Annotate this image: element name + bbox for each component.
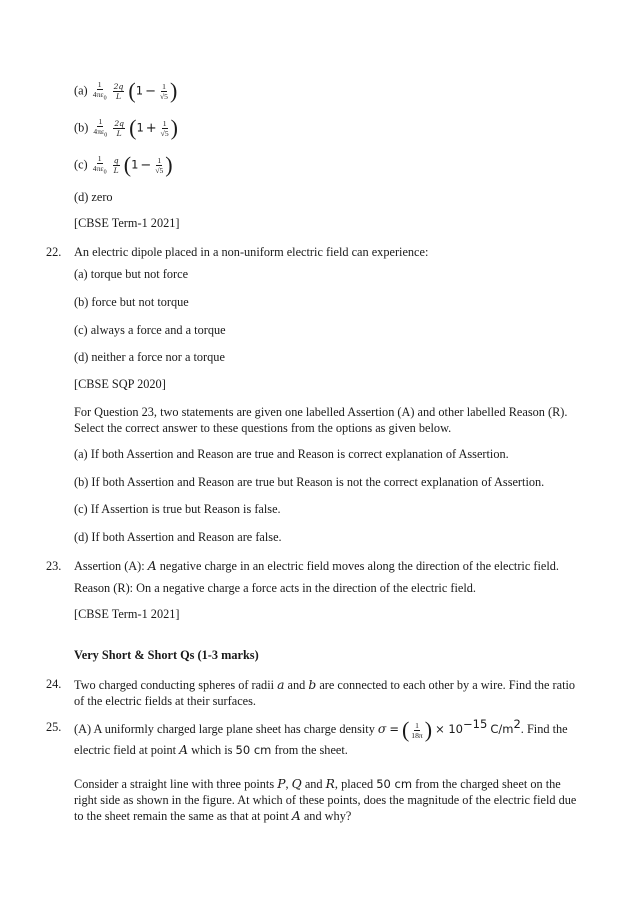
ar-option-a[interactable]: (a) If both Assertion and Reason are true and Reason is correct explanation of Assertion. [74,447,509,461]
q21-option-b[interactable]: (b) $\frac{1}{4\pi\varepsilon_0}$ $\frac{2q}{L}$ (1 + $\frac{1}{√5}$ ) [74,115,178,141]
q24-number: 24. [46,677,62,691]
q25-paragraph-2: Consider a straight line with three points P, Q and R, placed 50 cm from the charged sheet on the right side as shown in the figure. At which of these points, does the magnitude of the electric field due to the sheet remain the same as that at point A and why? [74,777,577,823]
q22-option-b[interactable]: (b) force but not torque [74,295,189,309]
assertion-reason-instructions: For Question 23, two statements are given one labelled Assertion (A) and other labelled Reason (R). Select the correct answer to these questions from the options as given below. [74,405,568,435]
fraction: $\frac{1}{4\pi\varepsilon_0}$ [92,80,107,102]
q25-number: 25. [46,720,62,734]
fraction: $\frac{2q}{L}$ [113,82,124,102]
q25-line-1: (A) A uniformly charged large plane sheet has charge density σ = ( $\frac{1}{18\pi}$ ) × 10−15 C/m2. Find the [74,716,568,742]
q22-source: [CBSE SQP 2020] [74,377,166,391]
ar-option-c[interactable]: (c) If Assertion is true but Reason is false. [74,502,281,516]
q23-source: [CBSE Term-1 2021] [74,607,180,621]
fraction: $\frac{1}{√5}$ [160,119,169,139]
fraction: $\frac{1}{√5}$ [159,82,168,102]
fraction: $\frac{1}{√5}$ [155,156,164,176]
q22-option-c[interactable]: (c) always a force and a torque [74,323,226,337]
ar-option-b[interactable]: (b) If both Assertion and Reason are true but Reason is not the correct explanation of Assertion. [74,475,545,489]
q23-reason: Reason (R): On a negative charge a force acts in the direction of the electric field. [74,581,476,595]
q23-assertion: Assertion (A): A negative charge in an electric field moves along the direction of the electric field. [74,559,559,573]
q24-question: Two charged conducting spheres of radii a and b are connected to each other by a wire. Find the ratio of the electric fields at their surfaces. [74,678,576,708]
section-heading: Very Short & Short Qs (1-3 marks) [74,648,259,662]
q22-option-d[interactable]: (d) neither a force nor a torque [74,350,225,364]
q21-option-a[interactable]: (a) $\frac{1}{4\pi\varepsilon_0}$ $\frac{2q}{L}$ (1 − $\frac{1}{√5}$ ) [74,78,178,104]
q21-option-c[interactable]: (c) $\frac{1}{4\pi\varepsilon_0}$ $\frac{q}{L}$ (1 − $\frac{1}{√5}$ ) [74,152,173,178]
q21-source: [CBSE Term-1 2021] [74,216,180,230]
fraction: $\frac{1}{4\pi\varepsilon_0}$ [92,154,107,176]
fraction: $\frac{1}{18\pi}$ [411,720,423,740]
fraction: $\frac{1}{4\pi\varepsilon_0}$ [93,117,108,139]
q21-option-d[interactable]: (d) zero [74,190,113,204]
fraction: $\frac{q}{L}$ [113,156,119,176]
q25-line-2: electric field at point A which is 50 cm from the sheet. [74,743,348,757]
ar-option-d[interactable]: (d) If both Assertion and Reason are false. [74,530,282,544]
q22-question: An electric dipole placed in a non-uniform electric field can experience: [74,245,429,259]
q23-number: 23. [46,559,62,573]
fraction: $\frac{2q}{L}$ [114,119,125,139]
q22-number: 22. [46,245,62,259]
q22-option-a[interactable]: (a) torque but not force [74,267,189,281]
